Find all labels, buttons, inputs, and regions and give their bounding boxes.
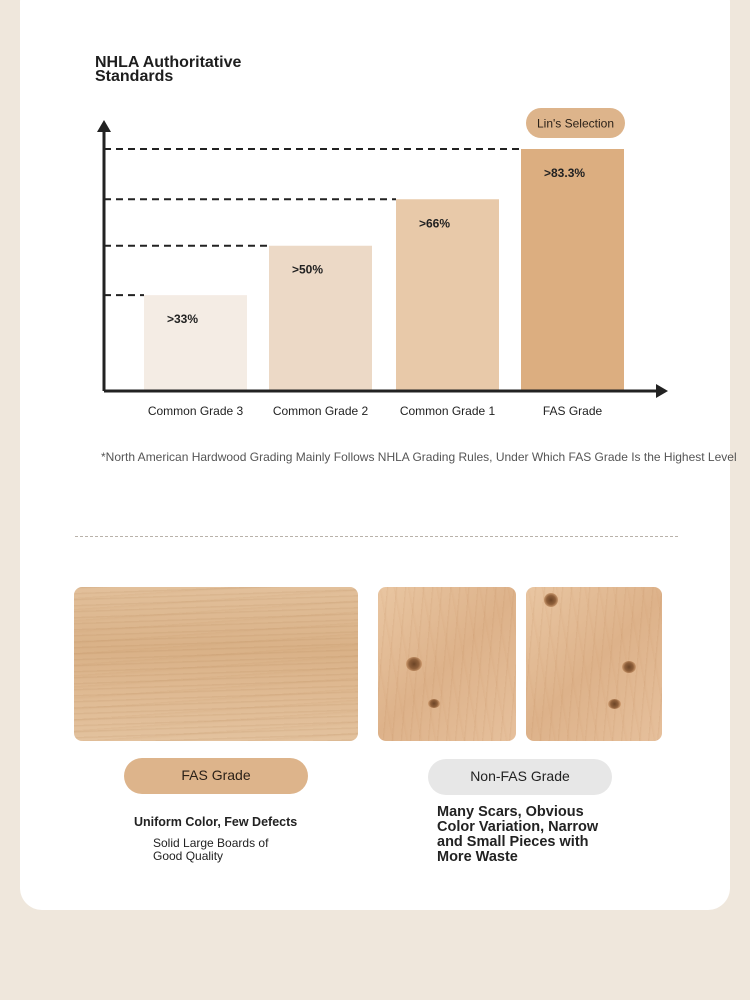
bar-value-label: >50% (292, 262, 324, 277)
wood-knot (544, 593, 558, 607)
non-fas-description: Many Scars, Obvious Color Variation, Narrow and Small Pieces with More Waste (437, 804, 599, 865)
wood-knot (608, 699, 621, 709)
x-axis-arrow (656, 384, 668, 398)
bar-value-label: >33% (167, 312, 199, 327)
non-fas-wood-sample-image-1 (378, 587, 516, 741)
grade-bar-chart (0, 0, 750, 480)
chart-title: NHLA Authoritative Standards (95, 54, 242, 85)
fas-grade-label: FAS Grade (124, 758, 308, 794)
x-tick-label: Common Grade 3 (147, 404, 244, 418)
non-fas-wood-sample-image-2 (526, 587, 662, 741)
fas-description: Uniform Color, Few Defects (134, 815, 298, 829)
wood-knot (406, 657, 422, 671)
x-tick-label: FAS Grade (542, 404, 603, 418)
non-fas-grade-label: Non-FAS Grade (428, 759, 612, 795)
bar-value-label: >83.3% (544, 166, 586, 180)
grading-note: *North American Hardwood Grading Mainly Follows NHLA Grading Rules, Under Which FAS Grade Is the Highest Level (101, 450, 737, 464)
y-axis-arrow (97, 120, 111, 132)
wood-knot (428, 699, 440, 708)
x-tick-label: Common Grade 2 (272, 404, 369, 418)
section-divider (75, 536, 678, 537)
bar-common-grade-3 (144, 295, 247, 391)
fas-wood-sample-image (74, 587, 358, 741)
wood-knot (622, 661, 636, 673)
bar-value-label: >66% (419, 216, 451, 231)
bar-fas-grade (521, 149, 624, 391)
fas-subdescription: Solid Large Boards of Good Quality (153, 836, 269, 863)
x-tick-label: Common Grade 1 (399, 404, 496, 418)
badge-label: Lin's Selection (536, 116, 615, 131)
